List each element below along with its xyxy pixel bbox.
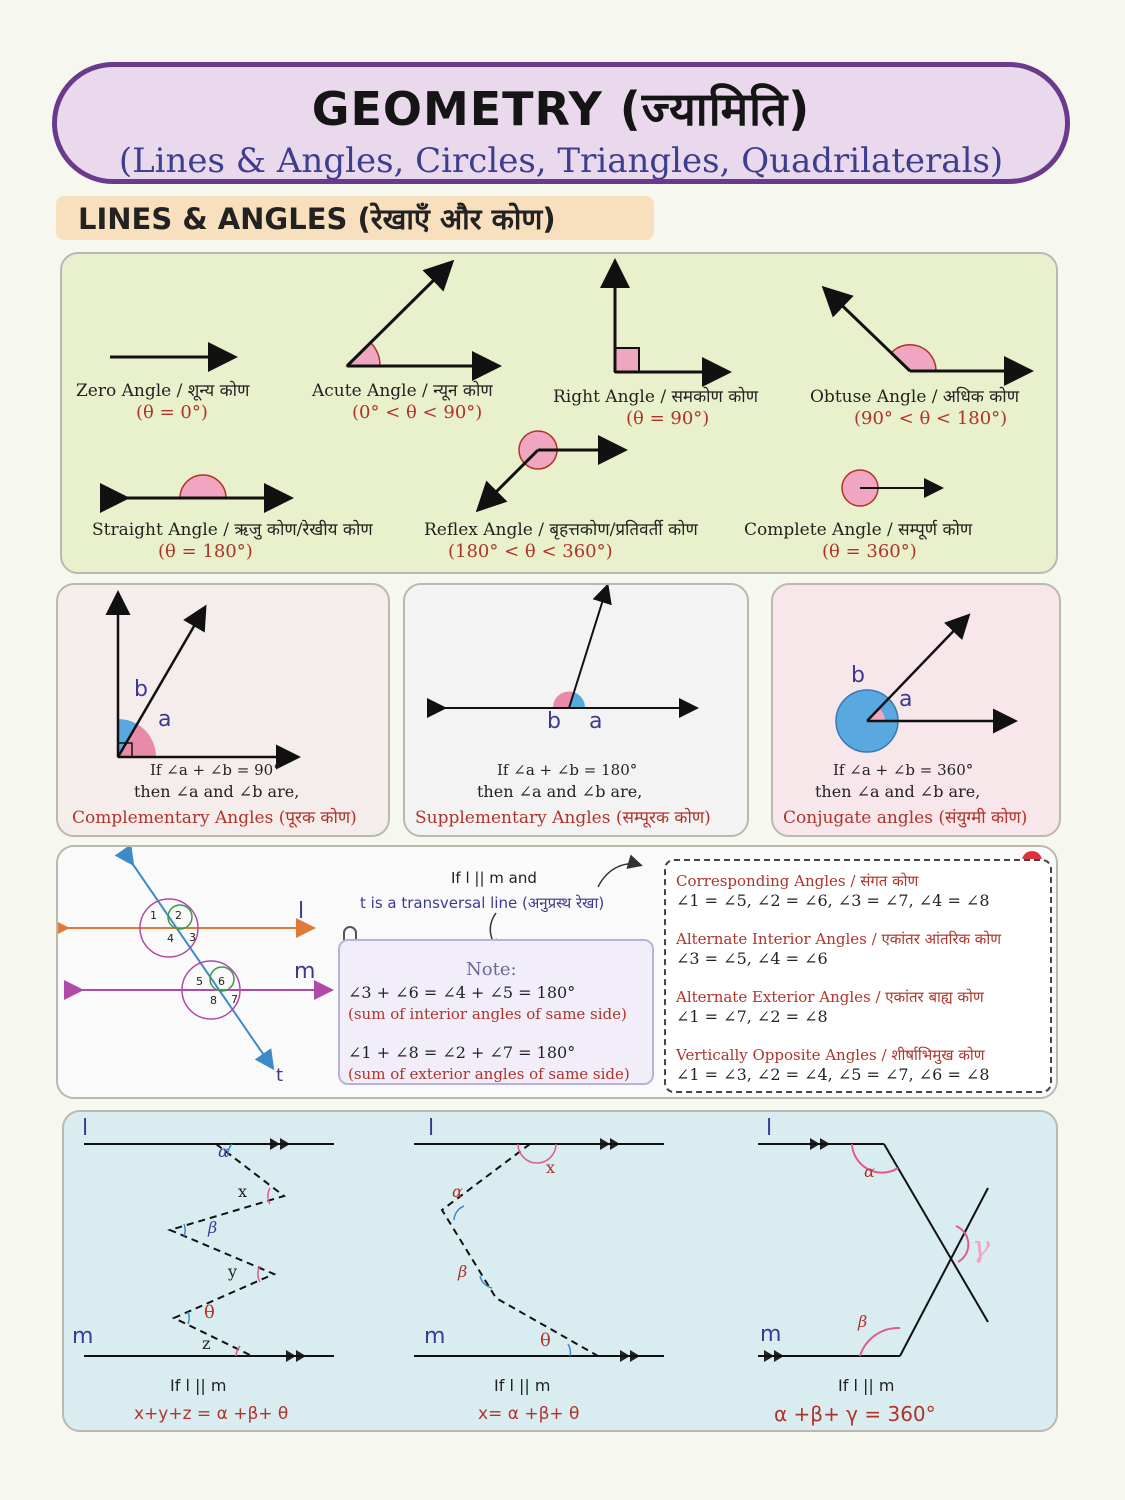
right-angle-marker <box>615 348 639 372</box>
rule-title-vertically-opposite: Vertically Opposite Angles / शीर्षाभिमुख कोण <box>676 1046 985 1064</box>
comp-name: Complementary Angles (पूरक कोण) <box>72 808 357 828</box>
fig2-arc-alpha <box>454 1206 464 1220</box>
angle-types-panel <box>60 252 1058 574</box>
comp-then-line: then ∠a and ∠b are, <box>134 782 300 801</box>
note-box <box>338 939 654 1085</box>
straight-angle-arc <box>180 475 226 498</box>
fig2-x: x <box>546 1158 556 1177</box>
angle-num-2: 2 <box>175 909 182 922</box>
line-m-label: m <box>294 959 316 984</box>
fig2-arc-theta <box>568 1344 570 1356</box>
line-t <box>132 863 272 1067</box>
right-angle-condition: (θ = 90°) <box>626 408 710 429</box>
obtuse-angle-condition: (90° < θ < 180°) <box>854 408 1008 429</box>
fig1-x: x <box>238 1182 248 1201</box>
angle-num-8: 8 <box>210 994 217 1007</box>
acute-angle-condition: (0° < θ < 90°) <box>352 402 483 423</box>
fig1-alpha: α <box>218 1142 229 1161</box>
conjugate-panel <box>771 583 1061 837</box>
fig1-zigzag <box>170 1144 284 1356</box>
straight-angle-name: Straight Angle / ऋजु कोण/रेखीय कोण <box>92 520 373 540</box>
fig2-condition: If l || m <box>494 1376 551 1395</box>
fig3-formula: α +β+ γ = 360° <box>774 1402 936 1426</box>
label-b: b <box>547 709 561 734</box>
transversal-definition: t is a transversal line (अनुप्रस्थ रेखा) <box>360 894 605 912</box>
complete-angle-condition: (θ = 360°) <box>822 541 917 562</box>
angle-num-5: 5 <box>196 975 203 988</box>
fig2-beta: β <box>458 1262 468 1281</box>
rule-title-alt-exterior: Alternate Exterior Angles / एकांतर बाह्य कोण <box>676 988 984 1006</box>
angle-num-7: 7 <box>231 993 238 1006</box>
fig1-l-label: l <box>82 1116 89 1141</box>
supp-if-line: If ∠a + ∠b = 180° <box>497 761 638 779</box>
rule-eq-alt-interior: ∠3 = ∠5, ∠4 = ∠6 <box>676 949 828 968</box>
note-exterior-desc: (sum of exterior angles of same side) <box>348 1065 630 1083</box>
reflex-angle-ray <box>480 450 538 508</box>
pointer-arrow <box>598 864 640 887</box>
section-label-lines-angles: LINES & ANGLES (रेखाएँ और कोण) <box>56 196 654 240</box>
fig1-formula: x+y+z = α +β+ θ <box>134 1404 289 1424</box>
zero-angle-condition: (θ = 0°) <box>136 402 208 423</box>
fig2-m-label: m <box>424 1324 446 1349</box>
zero-angle-name: Zero Angle / शून्य कोण <box>76 381 250 401</box>
note-interior-desc: (sum of interior angles of same side) <box>348 1005 627 1023</box>
rule-title-alt-interior: Alternate Interior Angles / एकांतर आंतरिक कोण <box>676 930 1002 948</box>
label-a: a <box>589 709 603 734</box>
label-b: b <box>851 663 865 688</box>
label-b: b <box>134 677 148 702</box>
acute-angle-ray <box>347 264 450 366</box>
fig3-beta: β <box>858 1312 868 1331</box>
fig3-gamma: γ <box>972 1230 990 1265</box>
fig1-z: z <box>202 1334 211 1353</box>
fig3-m-label: m <box>760 1322 782 1347</box>
rule-eq-alt-exterior: ∠1 = ∠7, ∠2 = ∠8 <box>676 1007 828 1026</box>
label-a: a <box>158 707 172 732</box>
obtuse-angle-ray <box>826 290 910 371</box>
fig3-arc-alpha <box>852 1144 898 1173</box>
rule-title-corresponding: Corresponding Angles / संगत कोण <box>676 872 919 890</box>
fig2-formula: x= α +β+ θ <box>478 1404 580 1424</box>
fig1-arc-theta <box>188 1312 189 1324</box>
title-banner <box>52 62 1070 184</box>
note-interior-eq: ∠3 + ∠6 = ∠4 + ∠5 = 180° <box>348 983 576 1002</box>
note-exterior-eq: ∠1 + ∠8 = ∠2 + ∠7 = 180° <box>348 1043 576 1062</box>
fig1-theta: θ <box>204 1302 215 1323</box>
fig3-condition: If l || m <box>838 1376 895 1395</box>
right-angle-name: Right Angle / समकोण कोण <box>553 387 759 407</box>
fig1-arc-x <box>268 1188 270 1204</box>
comp-if-line: If ∠a + ∠b = 90° <box>150 761 281 779</box>
fig3-line-2 <box>900 1188 988 1356</box>
slant-ray <box>569 587 607 708</box>
obtuse-angle-name: Obtuse Angle / अधिक कोण <box>810 387 1019 407</box>
angle-rules-box <box>664 859 1052 1093</box>
page-title: GEOMETRY (ज्यामिति) <box>311 82 811 136</box>
fig1-arc-beta <box>184 1224 185 1236</box>
acute-angle-name: Acute Angle / न्यून कोण <box>312 381 493 401</box>
fig1-condition: If l || m <box>170 1376 227 1395</box>
fig1-y: y <box>228 1262 238 1281</box>
parallel-figures-panel <box>62 1110 1058 1432</box>
conj-then-line: then ∠a and ∠b are, <box>815 782 981 801</box>
fig1-m-label: m <box>72 1324 94 1349</box>
angle-num-3: 3 <box>189 931 196 944</box>
reflex-angle-condition: (180° < θ < 360°) <box>448 541 613 562</box>
fig2-l-label: l <box>428 1116 435 1141</box>
fig2-alpha: α <box>452 1182 463 1201</box>
conj-name: Conjugate angles (संयुग्मी कोण) <box>783 808 1028 828</box>
middle-ray <box>118 609 204 757</box>
fig3-arc-beta <box>860 1328 900 1356</box>
if-parallel-line: If l || m and <box>451 869 537 887</box>
reflex-angle-name: Reflex Angle / बृहत्तकोण/प्रतिवर्ती कोण <box>424 520 698 540</box>
rule-eq-corresponding: ∠1 = ∠5, ∠2 = ∠6, ∠3 = ∠7, ∠4 = ∠8 <box>676 891 990 910</box>
supplementary-panel <box>403 583 749 837</box>
supp-name: Supplementary Angles (सम्पूरक कोण) <box>415 808 711 828</box>
fig3-l-label: l <box>766 1116 773 1141</box>
supp-then-line: then ∠a and ∠b are, <box>477 782 643 801</box>
rule-eq-vertically-opposite: ∠1 = ∠3, ∠2 = ∠4, ∠5 = ∠7, ∠6 = ∠8 <box>676 1065 990 1084</box>
angle-num-1: 1 <box>150 909 157 922</box>
line-t-label: t <box>276 1065 284 1086</box>
angle-num-6: 6 <box>218 975 225 988</box>
conj-if-line: If ∠a + ∠b = 360° <box>833 761 974 779</box>
fig2-path <box>442 1144 598 1356</box>
complete-angle-name: Complete Angle / सम्पूर्ण कोण <box>744 520 973 540</box>
fig1-beta: β <box>208 1218 218 1237</box>
page-subtitle: (Lines & Angles, Circles, Triangles, Quadrilaterals) <box>118 141 1004 181</box>
transversal-panel <box>56 845 1058 1099</box>
fig2-theta: θ <box>540 1330 551 1351</box>
label-a: a <box>899 687 913 712</box>
line-l-label: l <box>298 899 305 924</box>
angle-num-4: 4 <box>167 932 174 945</box>
straight-angle-condition: (θ = 180°) <box>158 541 253 562</box>
slant-ray <box>867 617 967 721</box>
complementary-panel <box>56 583 390 837</box>
fig3-alpha: α <box>864 1162 875 1181</box>
note-title: Note: <box>466 959 517 980</box>
